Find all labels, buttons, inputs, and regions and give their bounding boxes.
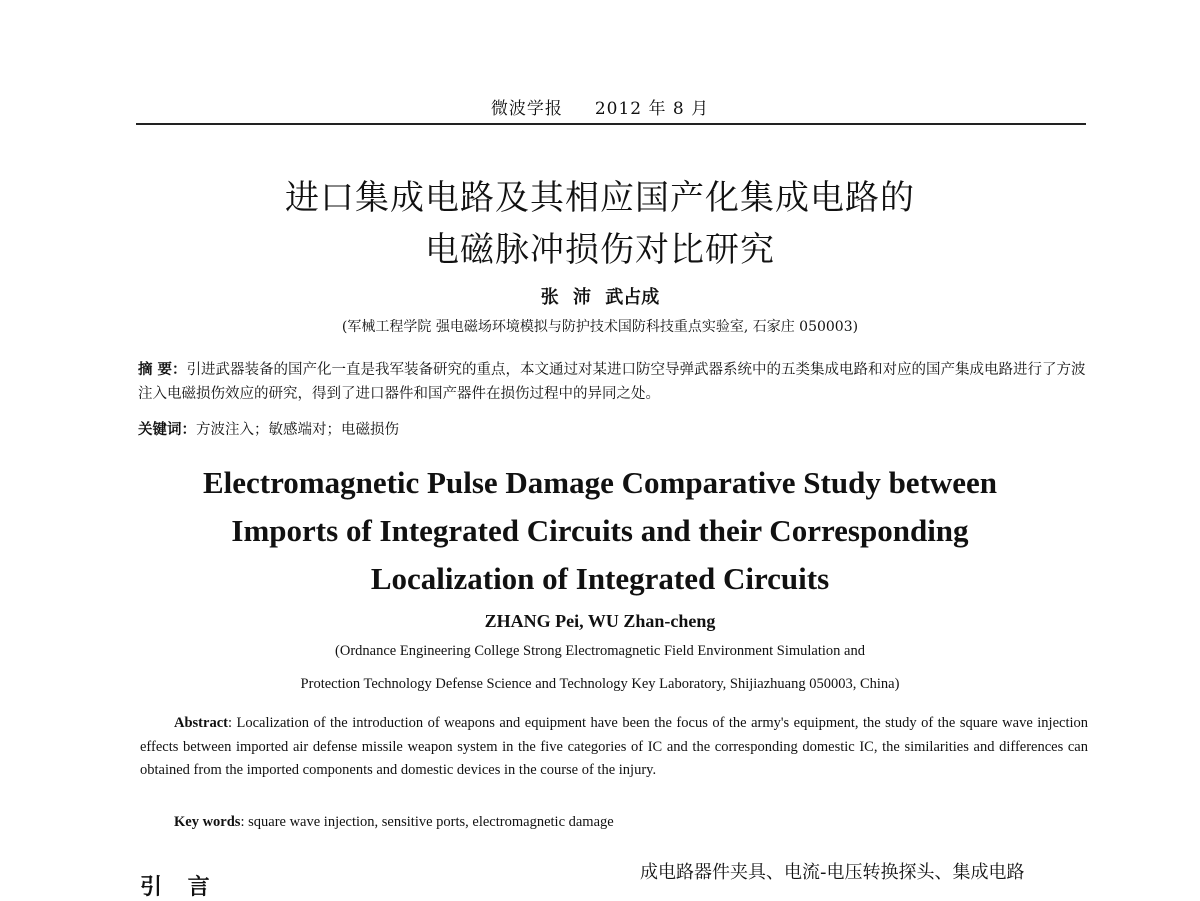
header-rule (136, 123, 1086, 125)
en-affiliation-line-2: Protection Technology Defense Science and Technology Key Laboratory, Shijiazhuang 050003, China) (300, 676, 900, 692)
running-header (0, 94, 1200, 119)
cn-abstract-label: 摘 要： (138, 361, 187, 378)
cn-authors: 张 沛 武占成 (540, 287, 660, 308)
en-affiliation-line-1: (Ordnance Engineering College Strong Electromagnetic Field Environment Simulation and (335, 643, 865, 659)
en-abstract-label: Abstract (174, 715, 228, 731)
cn-keywords-text: 方波注入；敏感端对；电磁损伤 (196, 422, 399, 438)
cn-abstract (138, 358, 1088, 406)
en-title-line-3: Localization of Integrated Circuits (370, 561, 830, 596)
en-authors: ZHANG Pei, WU Zhan-cheng (484, 611, 716, 631)
en-keywords-text: : square wave injection, sensitive ports, electromagnetic damage (240, 814, 614, 830)
en-abstract-text: : Localization of the introduction of weapons and equipment have been the focus of the army's equipment, the study of the square wave injection effects between imported air defense missile weapon system in the five categories of IC and the corresponding domestic IC, the similarities and differences can obtained from the imported components and domestic devices in the course of the injury. (140, 715, 1088, 778)
body-text-line: 成电路器件夹具、电流-电压转换探头、集成电路 (640, 862, 1025, 883)
cn-abstract-text: 引进武器装备的国产化一直是我军装备研究的重点，本文通过对某进口防空导弹武器系统中的五类集成电路和对应的国产集成电路进行了方波注入电磁损伤效应的研究，得到了进口器件和国产器件在损伤过程中的异同之处。 (138, 362, 1086, 402)
section-heading-introduction: 引 言 (140, 875, 210, 900)
en-keywords (174, 814, 614, 831)
cn-keywords-label: 关键词： (138, 421, 196, 438)
en-abstract (140, 712, 1088, 783)
en-title-line-2: Imports of Integrated Circuits and their Corresponding (231, 513, 969, 548)
en-title-line-1: Electromagnetic Pulse Damage Comparative Study between (202, 465, 998, 500)
cn-affiliation: (军械工程学院 强电磁场环境模拟与防护技术国防科技重点实验室, 石家庄 050003) (341, 319, 859, 335)
journal-name: 微波学报 (490, 99, 563, 119)
en-keywords-label: Key words (174, 814, 241, 830)
cn-title-line-1: 进口集成电路及其相应国产化集成电路的 (285, 178, 915, 218)
cn-title-line-2: 电磁脉冲损伤对比研究 (425, 230, 775, 270)
issue-date: 2012 年 8 月 (594, 99, 710, 119)
cn-keywords (138, 418, 1088, 442)
